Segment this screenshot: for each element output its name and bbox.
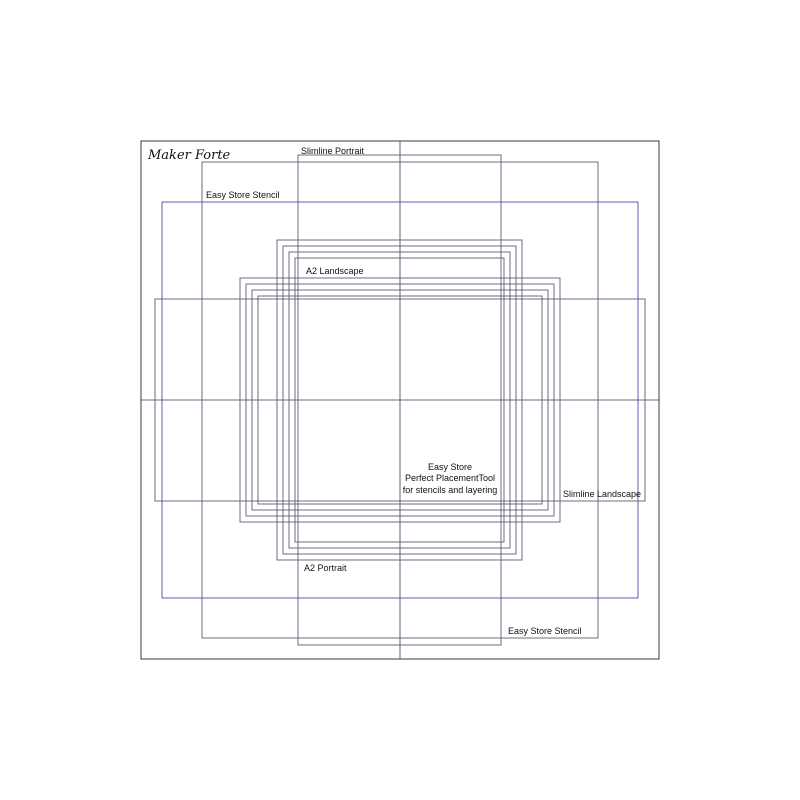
- label-slimline-portrait: Slimline Portrait: [301, 146, 365, 156]
- label-easy-store-stencil-top: Easy Store Stencil: [206, 190, 280, 200]
- label-center-line-3: for stencils and layering: [402, 485, 498, 495]
- label-a2-portrait: A2 Portrait: [304, 563, 347, 573]
- label-a2-landscape: A2 Landscape: [306, 266, 364, 276]
- label-center-line-2: Perfect PlacementTool: [404, 473, 496, 483]
- label-slimline-landscape: Slimline Landscape: [563, 489, 642, 499]
- label-center-line-1: Easy Store: [427, 462, 473, 472]
- label-easy-store-stencil-bottom: Easy Store Stencil: [508, 626, 582, 636]
- brand-logo: Maker Forte: [148, 148, 231, 163]
